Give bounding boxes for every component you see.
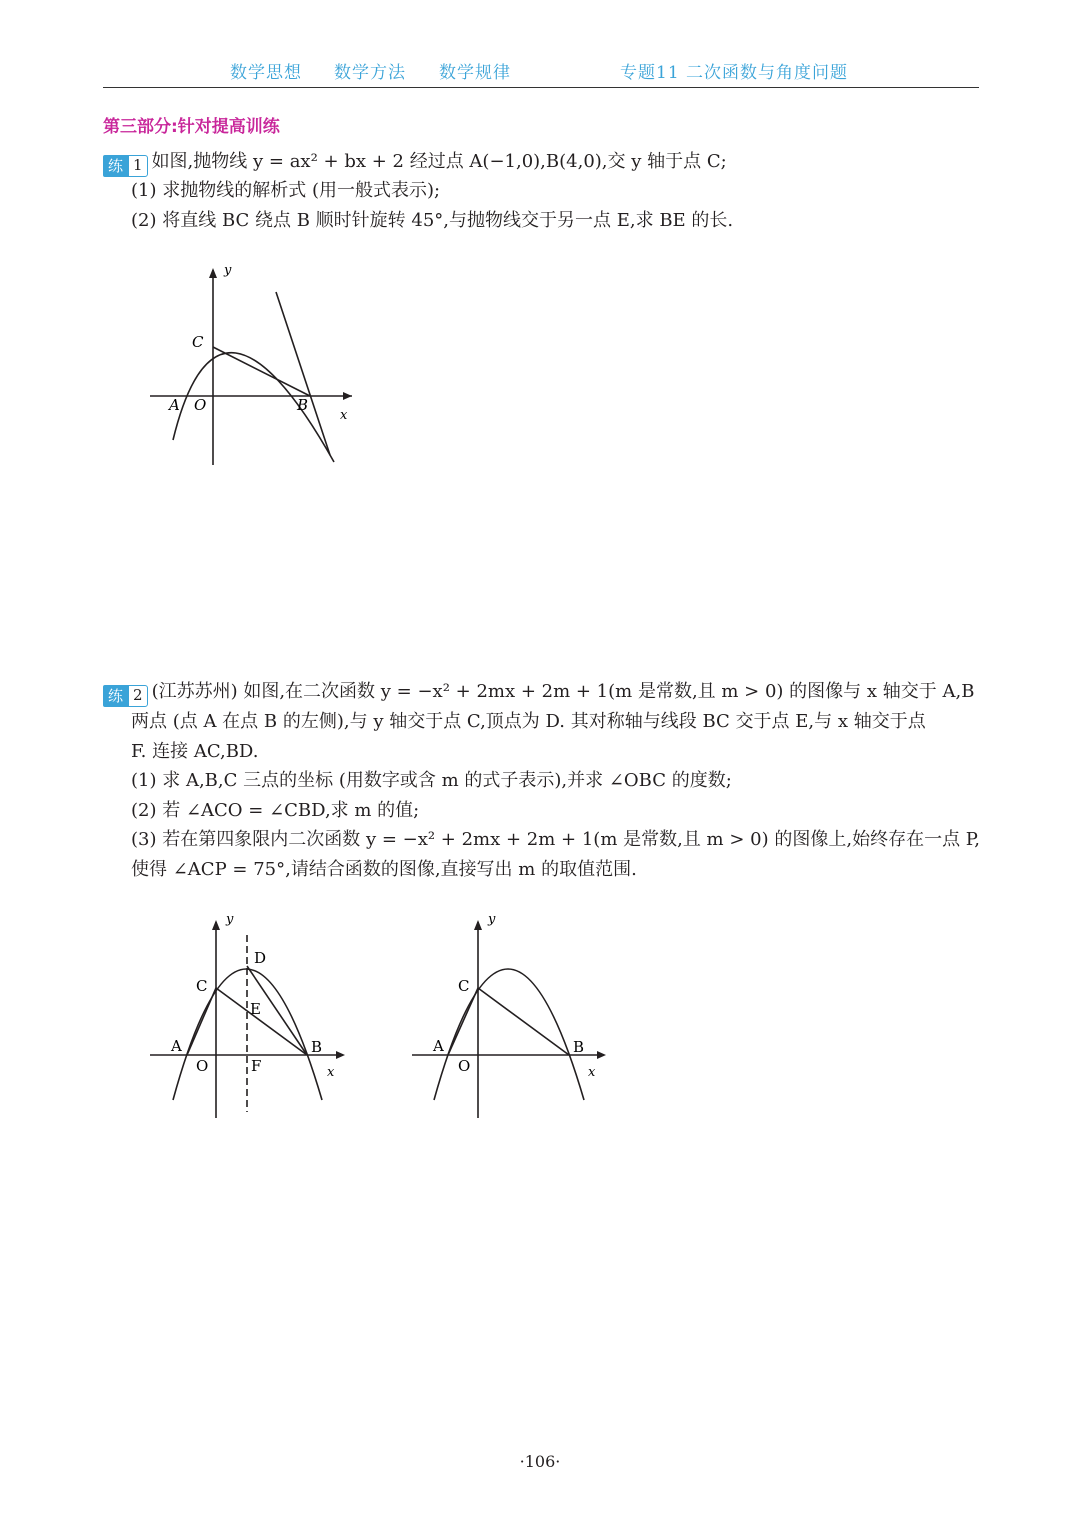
header-rule <box>103 87 979 88</box>
p2f1-label-y: y <box>226 912 234 927</box>
p1-x-arrow <box>343 392 352 400</box>
problem1-badge-num: 1 <box>128 155 148 177</box>
problem2-q3b: 使得 ∠ACP = 75°,请结合函数的图像,直接写出 m 的取值范围. <box>131 859 637 880</box>
p1-segment-bc <box>213 347 310 396</box>
p2f1-segment-ac <box>187 988 216 1055</box>
p2f1-label-f: F <box>251 1057 262 1075</box>
problem1-badge <box>103 155 148 177</box>
p1-label-b: B <box>297 396 309 414</box>
header-left-3: 数学规律 <box>439 63 511 83</box>
problem1-stem-line <box>103 150 727 177</box>
p1-label-x: x <box>340 408 348 423</box>
problem2-line3: F. 连接 AC,BD. <box>131 741 259 762</box>
p2f2-label-c: C <box>458 977 470 995</box>
problem2-q1: (1) 求 A,B,C 三点的坐标 (用数字或含 m 的式子表示),并求 ∠OBC 的度数; <box>131 770 732 791</box>
problem1-q1: (1) 求抛物线的解析式 (用一般式表示); <box>131 180 441 201</box>
p1-label-c: C <box>192 333 204 351</box>
problem1-q2: (2) 将直线 BC 绕点 B 顺时针旋转 45°,与抛物线交于另一点 E,求 BE 的长. <box>131 210 734 231</box>
p2f1-x-arrow <box>336 1051 345 1059</box>
p2f1-y-arrow <box>212 920 220 930</box>
problem1-stem: 如图,抛物线 y = ax² + bx + 2 经过点 A(−1,0),B(4,0),交 y 轴于点 C; <box>151 151 727 172</box>
p2f1-label-c: C <box>196 977 208 995</box>
p2f2-label-b: B <box>573 1038 585 1056</box>
problem2-badge-num: 2 <box>128 685 148 707</box>
problem2-line2: 两点 (点 A 在点 B 的左侧),与 y 轴交于点 C,顶点为 D. 其对称轴与线段 BC 交于点 E,与 x 轴交于点 <box>131 711 926 732</box>
problem1-badge-word: 练 <box>103 155 128 177</box>
p2f1-label-o: O <box>196 1057 209 1075</box>
p2f2-label-x: x <box>588 1065 596 1080</box>
problem2-figure2 <box>400 905 625 1125</box>
p1-label-a: A <box>169 396 180 414</box>
p2f1-label-b: B <box>311 1038 323 1056</box>
problem2-q2: (2) 若 ∠ACO = ∠CBD,求 m 的值; <box>131 800 420 821</box>
problem2-badge-word: 练 <box>103 685 128 707</box>
p2f2-label-y: y <box>488 912 496 927</box>
problem2-line1-text: (江苏苏州) 如图,在二次函数 y = −x² + 2mx + 2m + 1(m 是常数,且 m > 0) 的图像与 x 轴交于 A,B <box>151 681 975 702</box>
p2f2-segment-ac <box>448 988 478 1055</box>
p2f1-label-d: D <box>254 949 267 967</box>
p2f2-y-arrow <box>474 920 482 930</box>
section-title: 第三部分:针对提高训练 <box>103 117 280 137</box>
problem1-figure <box>140 255 370 475</box>
header-left-1: 数学思想 <box>230 63 302 83</box>
header-right-title: 专题11 二次函数与角度问题 <box>620 63 849 83</box>
header-left-2: 数学方法 <box>334 63 406 83</box>
p1-label-o: O <box>194 396 207 414</box>
p1-rotated-line <box>276 292 330 455</box>
p2f1-label-x: x <box>327 1065 335 1080</box>
p2f1-label-e: E <box>250 1000 261 1018</box>
p2f2-label-a: A <box>433 1037 444 1055</box>
problem2-badge <box>103 685 148 707</box>
problem2-figure1 <box>140 905 365 1125</box>
p1-label-y: y <box>224 263 232 278</box>
p1-y-arrow <box>209 268 217 278</box>
p2f2-x-arrow <box>597 1051 606 1059</box>
page-number: ·106· <box>519 1452 561 1471</box>
problem2-line1 <box>103 680 974 707</box>
p2f2-label-o: O <box>458 1057 471 1075</box>
p2f1-label-a: A <box>171 1037 182 1055</box>
problem2-q3a: (3) 若在第四象限内二次函数 y = −x² + 2mx + 2m + 1(m 是常数,且 m > 0) 的图像上,始终存在一点 P, <box>131 829 980 850</box>
